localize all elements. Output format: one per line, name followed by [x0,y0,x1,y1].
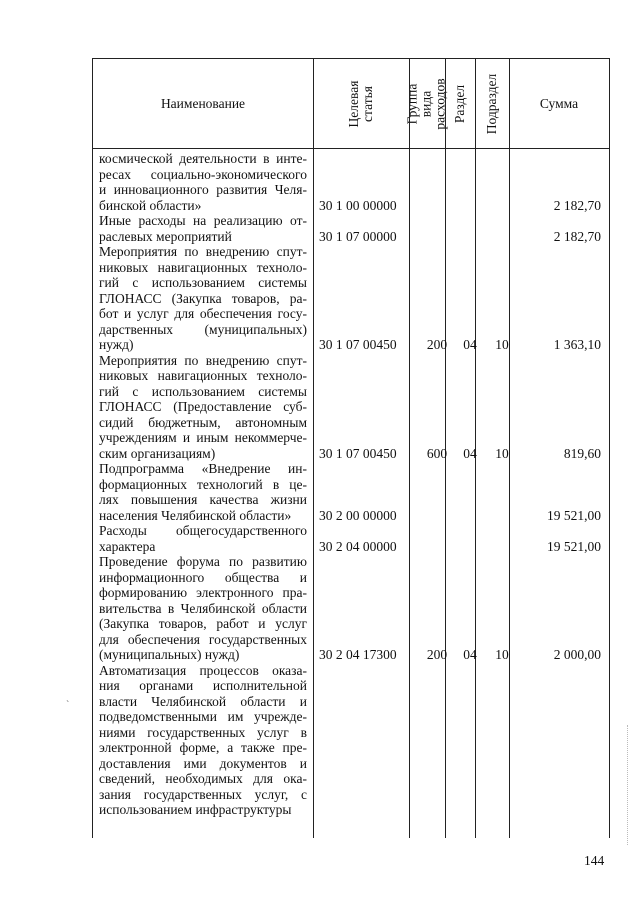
row-sum: 19 521,00 [547,507,601,523]
header-target-cell [313,59,409,148]
row-code: 30 1 07 00450 [319,445,397,461]
row-name-line: ресах социально-экономического [99,166,307,182]
row-name-line: населения Челябинской области» [99,507,292,523]
row-name-line: ния органами исполнительной [99,678,307,693]
scan-edge [627,725,628,845]
row-name-line: Проведение форума по развитию [99,554,307,569]
row-name-line: нужд) [99,337,134,352]
row-name-line: вительства в Челябинской области [99,600,307,616]
row-name-line: никовых навигационных техноло- [99,259,307,275]
row-name-line: характера [99,538,156,554]
header-subsection-cell [475,59,509,148]
row-name [99,523,307,554]
header-name-cell [93,59,313,148]
row-name-line: электронной форме, а также пре- [99,740,307,755]
row-group: 600 [426,445,448,461]
row-name-line: информационного общества и [99,569,307,585]
row-name-line: Автоматизация процессов оказа- [99,662,307,678]
row-sum: 19 521,00 [547,538,601,554]
row-name-line: формированию электронного пра- [99,585,307,600]
row-name-line: ниями государственных услуг в [99,724,307,740]
row-name-line: гий с использованием системы [99,383,307,399]
row-name-line: лях повышения качества жизни [99,492,307,507]
row-name [99,461,307,523]
row-name-line: Мероприятия по внедрению спут- [99,352,307,368]
table-row [93,213,609,244]
table-row [93,554,609,663]
row-name-line: космической деятельности в инте- [99,151,307,166]
row-name-line: гий с использованием системы [99,275,307,290]
row-code: 30 1 00 00000 [319,197,397,213]
budget-table [92,58,610,838]
row-name [99,151,307,213]
row-subsection: 10 [495,445,509,461]
row-name-line: ГЛОНАСС (Закупка товаров, ра- [99,290,307,306]
table-row [93,244,609,353]
row-name-line: формационных технологий в це- [99,476,307,492]
row-section: 04 [463,647,477,662]
row-code: 30 2 04 00000 [319,538,397,554]
row-name-line: (муниципальных) нужд) [99,647,240,662]
row-name [99,554,307,663]
row-name-line: для обеспечения государственных [99,631,307,647]
page-number: 144 [584,853,605,868]
table-header [93,59,609,149]
table-row [93,523,609,554]
row-name-line: использованием инфраструктуры [99,802,292,817]
scan-speck: ˋ [66,700,70,711]
row-name-line: никовых навигационных техноло- [99,368,307,383]
row-name-line: (Закупка товаров, работ и услуг [99,616,307,631]
table-row [93,353,609,462]
row-name-line: сведений, необходимых для ока- [99,771,307,786]
row-sum: 2 000,00 [553,647,601,662]
row-name-line: власти Челябинской области и [99,693,307,709]
table-row [93,151,609,213]
row-subsection: 10 [495,337,509,352]
row-name-line: подведомственными им учрежде- [99,709,307,724]
row-name-line: Расходы общегосударственного [99,523,307,538]
row-sum: 819,60 [563,445,601,461]
row-name [99,213,307,244]
row-name-line: учреждениям и иным некоммерче- [99,430,307,445]
row-name-line: и инновационного развития Челя- [99,182,307,197]
row-name-line: Подпрограмма «Внедрение ин- [99,461,307,476]
row-name-line: зания государственных услуг, с [99,786,307,802]
row-name-line: доставления ими документов и [99,755,307,771]
row-group: 200 [426,647,448,662]
row-code: 30 1 07 00450 [319,337,397,352]
row-name-line: раслевых мероприятий [99,228,232,244]
row-code: 30 1 07 00000 [319,228,397,244]
row-name-line: бот и услуг для обеспечения госу- [99,306,307,321]
row-name-line: дарственных (муниципальных) [99,321,307,337]
row-name-line: ГЛОНАСС (Предоставление суб- [99,399,307,414]
row-name-line: бинской области» [99,197,202,213]
header-subsection: Подраздел [484,73,500,134]
header-section-cell [445,59,475,148]
header-sum-cell [509,59,609,148]
row-code: 30 2 04 17300 [319,647,397,662]
header-group-cell [405,59,449,148]
header-target: Целевая статья [346,80,375,127]
row-sum: 2 182,70 [553,197,601,213]
row-name-line: Мероприятия по внедрению спут- [99,244,307,259]
row-name [99,353,307,462]
row-section: 04 [463,337,477,352]
row-name [99,244,307,353]
row-subsection: 10 [495,647,509,662]
row-sum: 1 363,10 [553,337,601,352]
header-group: Группа вида расходов [405,77,449,130]
row-sum: 2 182,70 [553,228,601,244]
row-name-line: ским организациям) [99,445,216,461]
header-sum: Сумма [539,95,579,111]
header-name: Наименование [160,95,246,111]
row-section: 04 [463,445,477,461]
row-name [99,663,307,818]
row-name-line: сидий бюджетным, автономным [99,414,307,430]
row-group: 200 [426,337,448,352]
header-section: Раздел [452,84,467,123]
row-name-line: Иные расходы на реализацию от- [99,213,307,228]
table-row [93,663,609,818]
table-row [93,461,609,523]
row-code: 30 2 00 00000 [319,507,397,523]
